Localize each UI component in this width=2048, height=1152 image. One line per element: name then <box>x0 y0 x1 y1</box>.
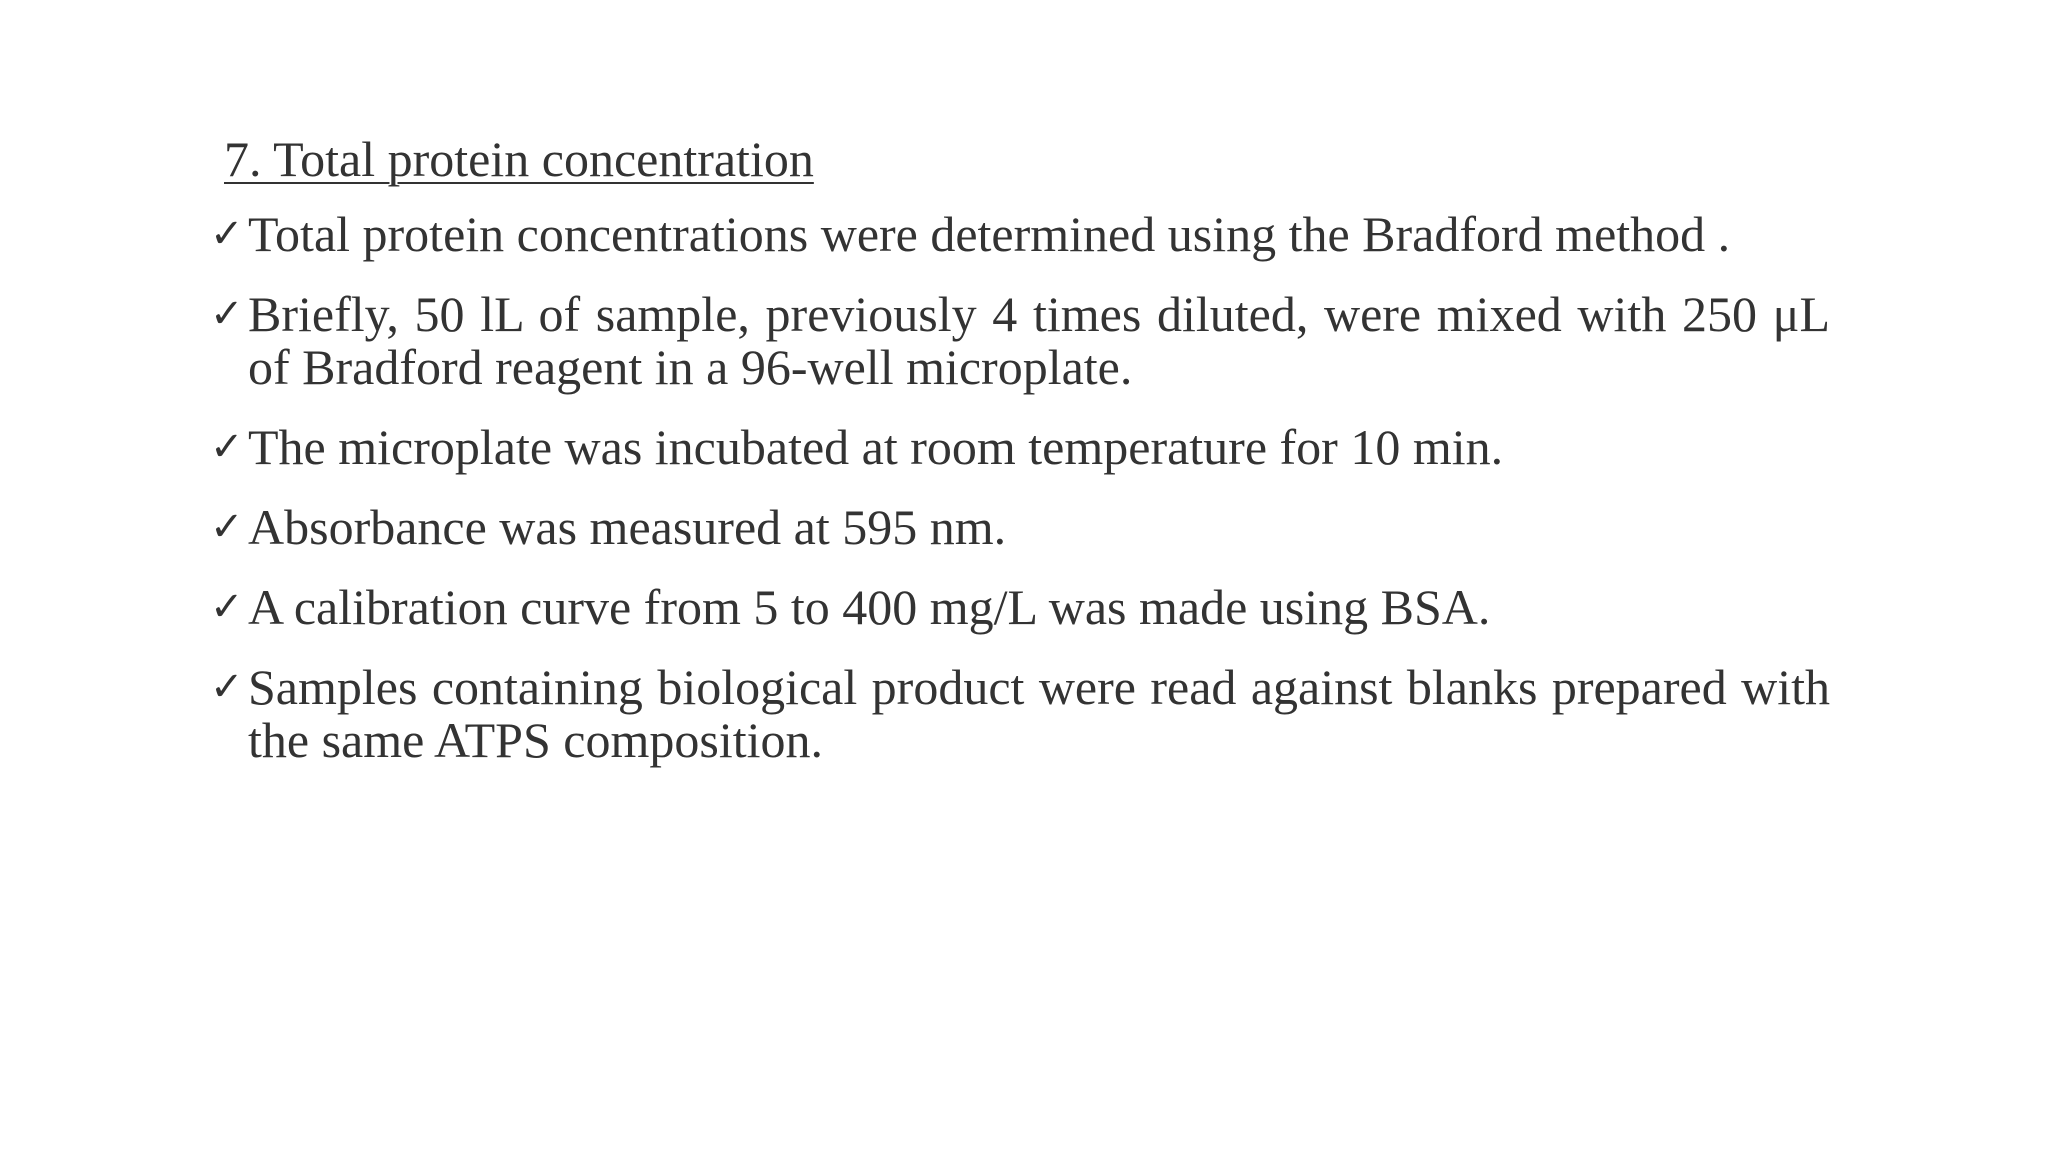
check-icon: ✓ <box>210 211 244 257</box>
bullet-item <box>210 501 1830 554</box>
check-icon: ✓ <box>210 424 244 470</box>
bullet-text: A calibration curve from 5 to 400 mg/L was made using BSA. <box>248 579 1491 635</box>
bullet-item <box>210 288 1830 394</box>
bullet-list <box>210 208 1830 767</box>
bullet-item <box>210 421 1830 474</box>
check-icon: ✓ <box>210 291 244 337</box>
bullet-text: Briefly, 50 lL of sample, previously 4 times diluted, were mixed with 250 μL of Bradford reagent in a 96-well microplate. <box>248 286 1830 395</box>
check-icon: ✓ <box>210 584 244 630</box>
bullet-item <box>210 581 1830 634</box>
bullet-item <box>210 208 1830 261</box>
bullet-text: The microplate was incubated at room temperature for 10 min. <box>248 419 1504 475</box>
bullet-text: Absorbance was measured at 595 nm. <box>248 499 1007 555</box>
slide-heading: 7. Total protein concentration <box>224 131 814 187</box>
bullet-item <box>210 661 1830 767</box>
bullet-text: Samples containing biological product were read against blanks prepared with the same ATPS composition. <box>248 659 1830 768</box>
slide-content <box>210 128 1830 794</box>
check-icon: ✓ <box>210 664 244 710</box>
bullet-text: Total protein concentrations were determined using the Bradford method . <box>248 206 1731 262</box>
check-icon: ✓ <box>210 504 244 550</box>
